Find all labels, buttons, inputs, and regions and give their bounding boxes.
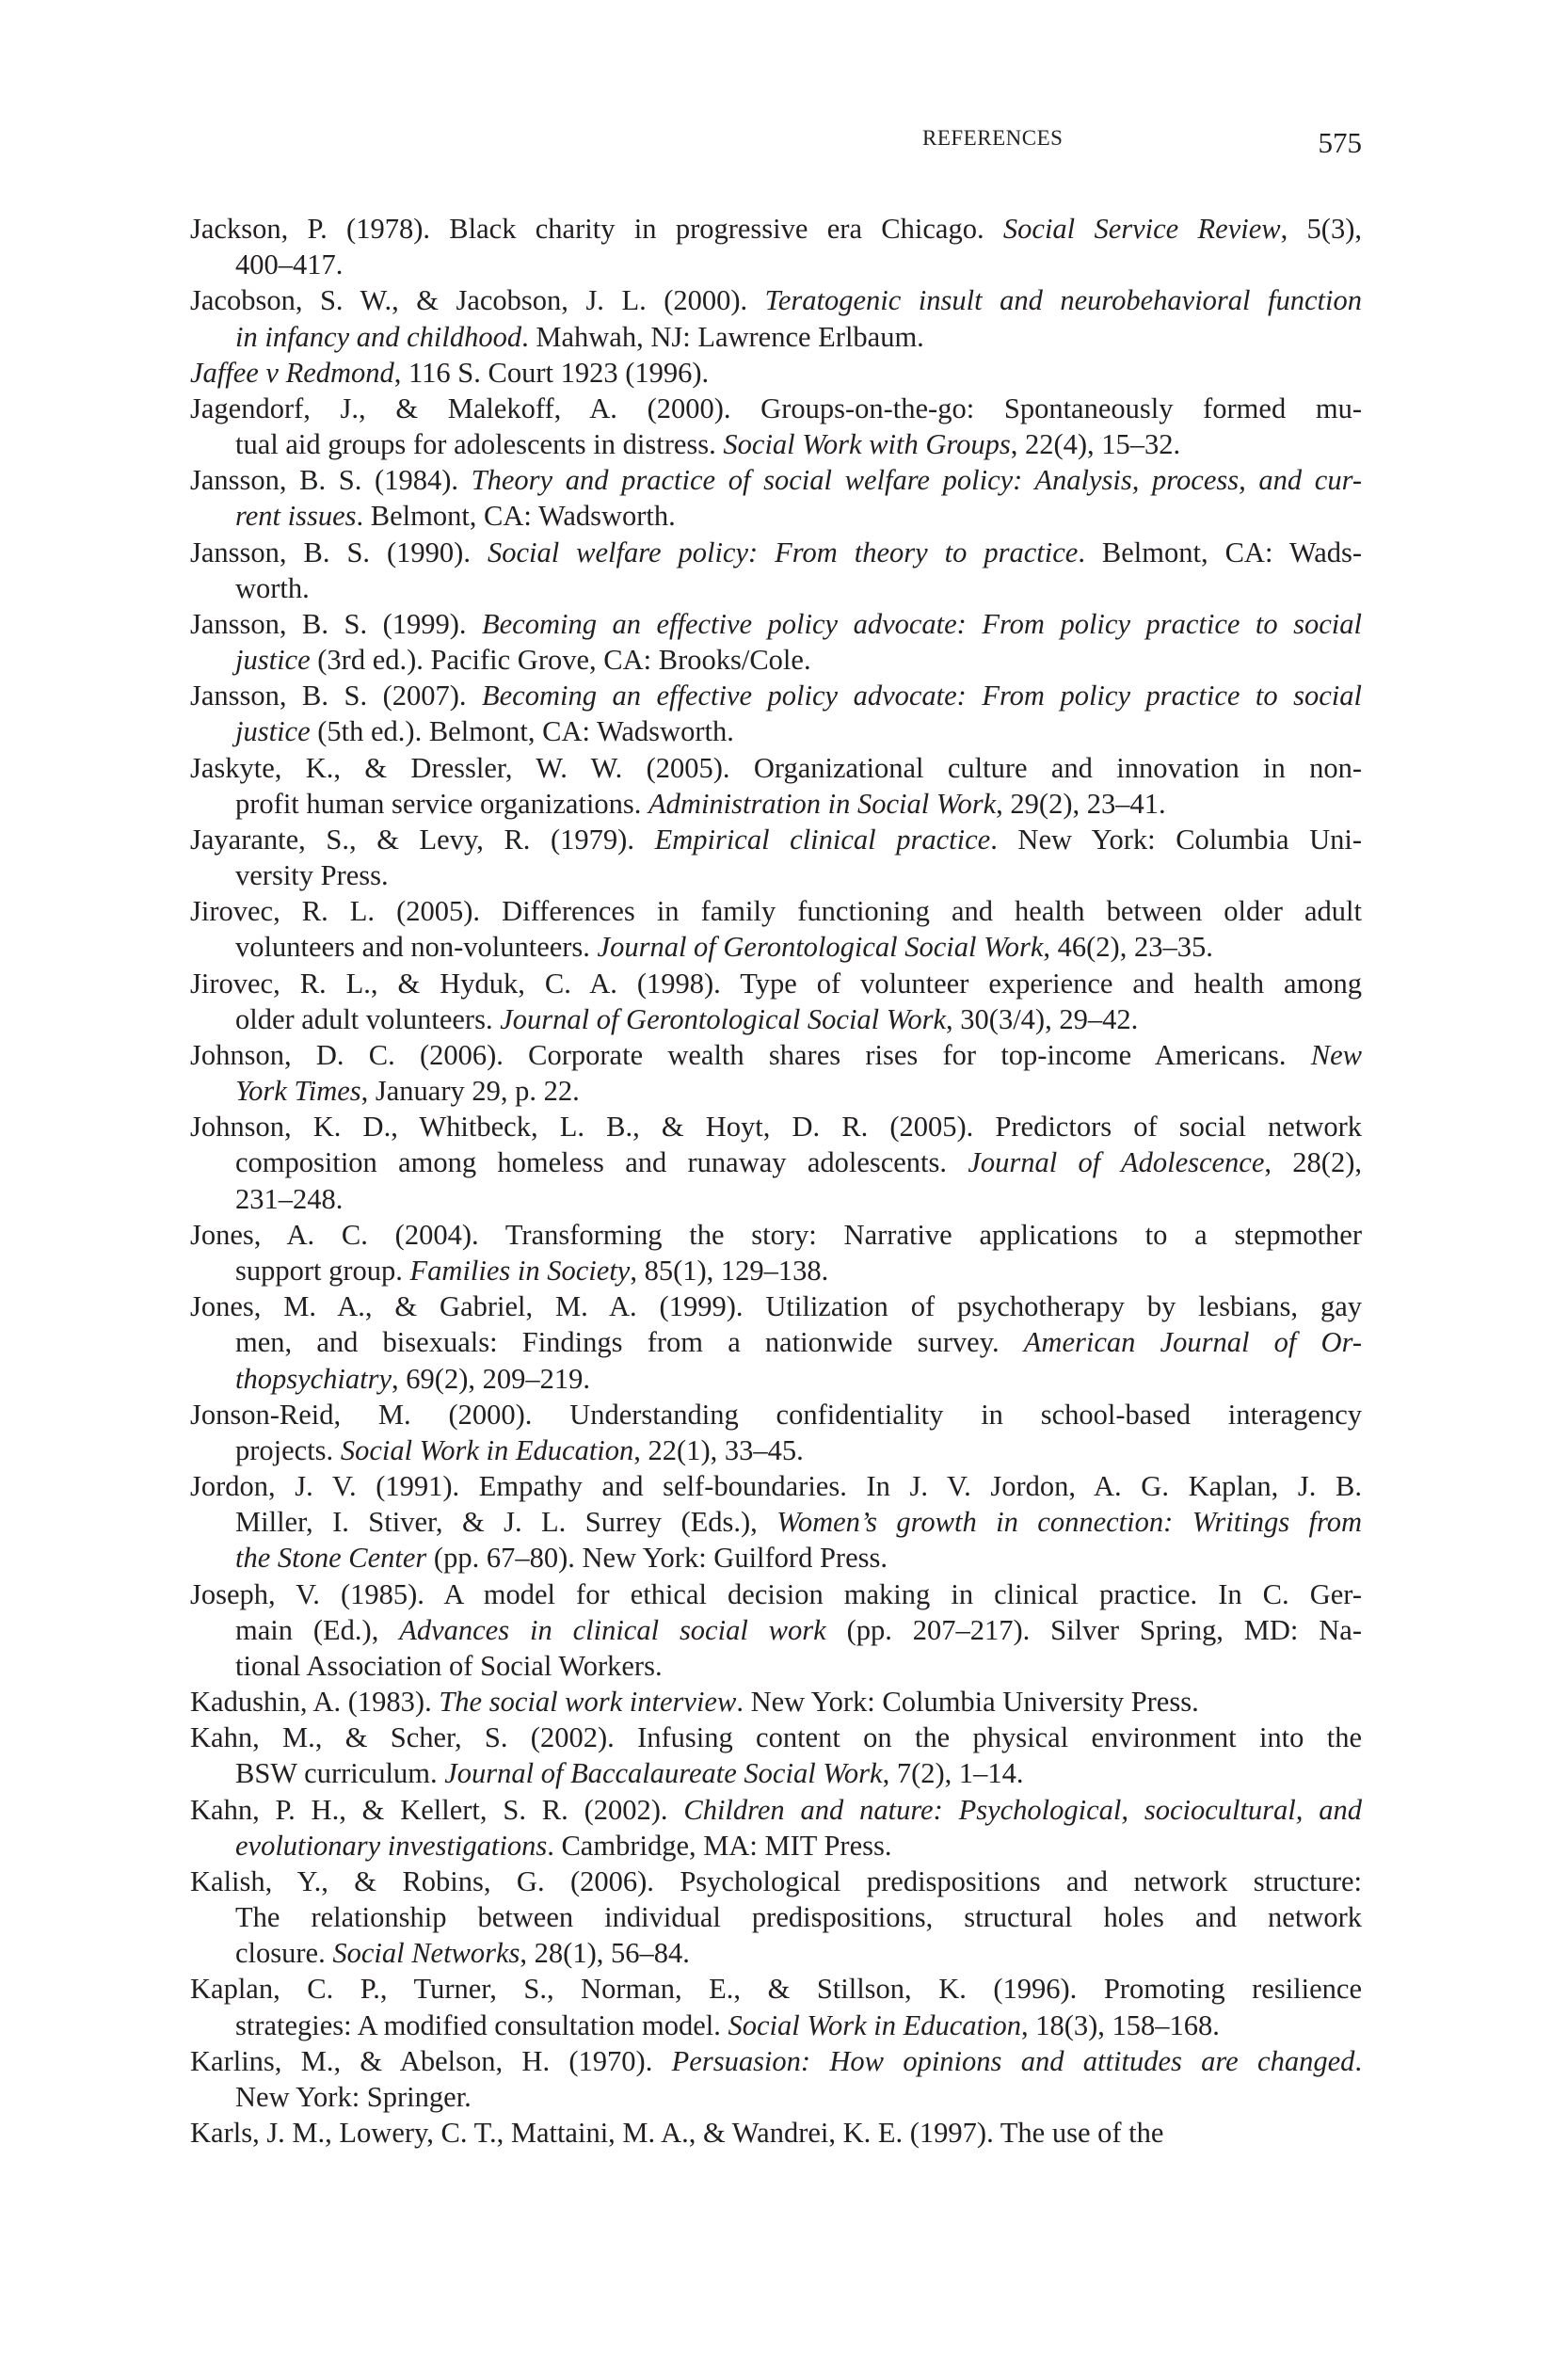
reference-entry (190, 2043, 1362, 2115)
reference-text: Miller, I. Stiver, & J. L. Surrey (Eds.), (235, 1506, 777, 1539)
italic-title: Children and nature: Psychological, sociocultural, and (683, 1793, 1362, 1826)
reference-entry (190, 282, 1362, 354)
reference-text: . Belmont, CA: Wads- (1078, 536, 1363, 568)
reference-text: . Cambridge, MA: MIT Press. (547, 1829, 892, 1862)
reference-text: Kadushin, A. (1983). (190, 1686, 440, 1719)
italic-title: justice (235, 715, 311, 748)
reference-continuation-line (190, 1324, 1362, 1360)
reference-first-line (190, 282, 1362, 318)
italic-title: Journal of Gerontological Social Work (500, 1002, 947, 1035)
italic-title: Social Work with Groups (723, 428, 1011, 461)
reference-first-line (190, 211, 1362, 247)
italic-title: York Times (235, 1075, 361, 1108)
italic-title: Journal of Adolescence (968, 1146, 1265, 1179)
italic-title: Advances in clinical social work (399, 1613, 826, 1646)
italic-title: Becoming an effective policy advocate: From policy practice to social (482, 607, 1362, 640)
reference-entry (190, 1468, 1362, 1576)
reference-text: men, and bisexuals: Findings from a nationwide survey. (235, 1326, 1024, 1359)
reference-first-line (190, 1864, 1362, 1899)
reference-continuation-line (190, 2008, 1362, 2043)
reference-continuation-line (190, 1648, 1362, 1684)
reference-text: Jordon, J. V. (1991). Empathy and self-boundaries. In J. V. Jordon, A. G. Kaplan, J. B. (190, 1470, 1362, 1503)
reference-text: , 69(2), 209–219. (392, 1362, 590, 1395)
reference-continuation-line (190, 319, 1362, 355)
reference-entry (190, 355, 1362, 391)
reference-text: New York: Springer. (235, 2080, 472, 2113)
reference-text: Jacobson, S. W., & Jacobson, J. L. (2000). (190, 284, 765, 317)
italic-title: Families in Society (409, 1254, 631, 1287)
reference-continuation-line (190, 498, 1362, 534)
reference-first-line (190, 1576, 1362, 1612)
reference-text: Jagendorf, J., & Malekoff, A. (2000). Groups-on-the-go: Spontaneously formed mu- (190, 392, 1362, 424)
reference-first-line (190, 391, 1362, 426)
reference-continuation-line (190, 2079, 1362, 2115)
reference-text: worth. (235, 571, 310, 604)
reference-entry (190, 1684, 1362, 1720)
italic-title: Becoming an effective policy advocate: From policy practice to social (482, 680, 1362, 712)
reference-text: Jansson, B. S. (1990). (190, 536, 488, 568)
reference-list (190, 211, 1362, 2151)
italic-title: The social work interview (439, 1686, 737, 1719)
reference-text: , 5(3), (1280, 213, 1362, 245)
italic-title: justice (235, 644, 311, 677)
reference-continuation-line (190, 713, 1362, 749)
reference-text: Johnson, D. C. (2006). Corporate wealth shares rises for top-income Americans. (190, 1038, 1311, 1071)
reference-entry (190, 462, 1362, 534)
italic-title: evolutionary investigations (235, 1829, 548, 1862)
reference-text: The relationship between individual predispositions, structural holes and network (235, 1901, 1362, 1934)
reference-text: Karlins, M., & Abelson, H. (1970). (190, 2044, 672, 2077)
reference-first-line (190, 822, 1362, 857)
reference-text: Joseph, V. (1985). A model for ethical decision making in clinical practice. In C. Ger- (190, 1577, 1362, 1610)
reference-text: . Mahwah, NJ: Lawrence Erlbaum. (521, 320, 924, 353)
reference-first-line (190, 1468, 1362, 1504)
reference-continuation-line (190, 247, 1362, 282)
reference-text: , January 29, p. 22. (360, 1075, 580, 1108)
reference-continuation-line (190, 1001, 1362, 1037)
reference-text: Jackson, P. (1978). Black charity in progressive era Chicago. (190, 213, 1003, 245)
reference-entry (190, 1109, 1362, 1217)
italic-title: New (1310, 1038, 1362, 1071)
reference-first-line (190, 1397, 1362, 1432)
reference-continuation-line (190, 1612, 1362, 1648)
reference-text: , 18(3), 158–168. (1020, 2008, 1220, 2041)
reference-continuation-line (190, 1540, 1362, 1576)
reference-text: Kahn, M., & Scher, S. (2002). Infusing content on the physical environment into the (190, 1721, 1362, 1754)
reference-continuation-line (190, 929, 1362, 965)
italic-title: American Journal of Or- (1023, 1326, 1362, 1359)
italic-title: Journal of Gerontological Social Work (597, 931, 1044, 964)
reference-continuation-line (190, 570, 1362, 606)
italic-title: Social Work in Education (728, 2008, 1021, 2041)
reference-text: Jones, M. A., & Gabriel, M. A. (1999). Utilization of psychotherapy by lesbians, gay (190, 1290, 1362, 1323)
reference-text: , 85(1), 129–138. (630, 1254, 829, 1287)
reference-entry (190, 1397, 1362, 1468)
reference-text: Kaplan, C. P., Turner, S., Norman, E., & Stillson, K. (1996). Promoting resilience (190, 1973, 1362, 2006)
reference-text: (3rd ed.). Pacific Grove, CA: Brooks/Cole. (310, 644, 811, 677)
reference-text: , 28(2), (1264, 1146, 1362, 1179)
reference-text: . (1354, 2044, 1362, 2077)
italic-title: Women’s growth in connection: Writings from (776, 1506, 1362, 1539)
reference-first-line (190, 2043, 1362, 2079)
reference-entry (190, 1720, 1362, 1791)
reference-text: , 22(1), 33–45. (633, 1433, 804, 1466)
reference-continuation-line (190, 1181, 1362, 1217)
italic-title: thopsychiatry (235, 1362, 392, 1395)
reference-text: . New York: Columbia Uni- (990, 823, 1363, 856)
reference-text: Kalish, Y., & Robins, G. (2006). Psychological predispositions and network structure: (190, 1864, 1362, 1897)
italic-title: Social welfare policy: From theory to practice (487, 536, 1079, 568)
reference-text: Kahn, P. H., & Kellert, S. R. (2002). (190, 1793, 684, 1826)
reference-text: Johnson, K. D., Whitbeck, L. B., & Hoyt, D. R. (2005). Predictors of social network (190, 1111, 1362, 1144)
reference-text: tual aid groups for adolescents in distress. (235, 428, 724, 461)
reference-text: , 22(4), 15–32. (1010, 428, 1181, 461)
running-head: REFERENCES (922, 126, 1064, 150)
italic-title: Journal of Baccalaureate Social Work (444, 1757, 883, 1790)
reference-text: , 28(1), 56–84. (520, 1937, 690, 1970)
reference-entry (190, 893, 1362, 965)
reference-first-line (190, 1288, 1362, 1324)
reference-entry (190, 606, 1362, 678)
reference-text: (pp. 67–80). New York: Guilford Press. (426, 1542, 888, 1575)
reference-text: Jirovec, R. L., & Hyduk, C. A. (1998). Type of volunteer experience and health among (190, 967, 1362, 1000)
reference-continuation-line (190, 1253, 1362, 1288)
reference-first-line (190, 966, 1362, 1001)
reference-continuation-line (190, 1073, 1362, 1109)
reference-entry (190, 211, 1362, 282)
reference-entry (190, 822, 1362, 893)
reference-entry (190, 1037, 1362, 1109)
reference-first-line (190, 462, 1362, 498)
reference-continuation-line (190, 1432, 1362, 1468)
reference-entry (190, 678, 1362, 749)
italic-title: Jaffee v Redmond (190, 356, 394, 389)
reference-entry (190, 2115, 1362, 2151)
reference-first-line (190, 1971, 1362, 2007)
reference-text: , 7(2), 1–14. (882, 1757, 1024, 1790)
reference-text: Jansson, B. S. (1984). (190, 464, 472, 497)
reference-text: . New York: Columbia University Press. (736, 1686, 1199, 1719)
reference-text: , 116 S. Court 1923 (1996). (393, 356, 710, 389)
reference-continuation-line (190, 1504, 1362, 1540)
reference-text: projects. (235, 1433, 341, 1466)
reference-first-line (190, 1792, 1362, 1828)
reference-text: (pp. 207–217). Silver Spring, MD: Na- (825, 1613, 1362, 1646)
reference-text: tional Association of Social Workers. (235, 1649, 663, 1682)
reference-entry (190, 750, 1362, 822)
reference-first-line (190, 1217, 1362, 1253)
italic-title: rent issues (235, 500, 357, 533)
reference-text: Jonson-Reid, M. (2000). Understanding confidentiality in school-based interagency (190, 1398, 1362, 1431)
reference-text: 231–248. (235, 1182, 344, 1215)
italic-title: Social Service Review (1002, 213, 1281, 245)
reference-continuation-line (190, 1828, 1362, 1864)
reference-continuation-line (190, 642, 1362, 678)
reference-continuation-line (190, 1935, 1362, 1971)
italic-title: Teratogenic insult and neurobehavioral function (764, 284, 1362, 317)
reference-text: Jaskyte, K., & Dressler, W. W. (2005). Organizational culture and innovation in non- (190, 751, 1362, 784)
reference-text: , 46(2), 23–35. (1043, 931, 1213, 964)
reference-first-line (190, 2115, 1362, 2151)
reference-text: main (Ed.), (235, 1613, 400, 1646)
reference-first-line (190, 1109, 1362, 1144)
italic-title: Social Networks (332, 1937, 520, 1970)
reference-continuation-line (190, 1899, 1362, 1935)
reference-text: Jansson, B. S. (2007). (190, 680, 483, 712)
reference-text: , 30(3/4), 29–42. (946, 1002, 1139, 1035)
italic-title: Empirical clinical practice (654, 823, 991, 856)
reference-text: Jirovec, R. L. (2005). Differences in family functioning and health between older adult (190, 895, 1362, 928)
reference-entry (190, 1971, 1362, 2042)
italic-title: Administration in Social Work (648, 787, 997, 820)
reference-continuation-line (190, 786, 1362, 822)
reference-text: 400–417. (235, 248, 344, 281)
reference-first-line (190, 1037, 1362, 1073)
italic-title: Social Work in Education (340, 1433, 634, 1466)
reference-continuation-line (190, 1755, 1362, 1791)
reference-entry (190, 1217, 1362, 1288)
reference-text: versity Press. (235, 859, 389, 892)
reference-first-line (190, 355, 1362, 391)
reference-text: support group. (235, 1254, 410, 1287)
reference-text: strategies: A modified consultation model. (235, 2008, 728, 2041)
italic-title: in infancy and childhood (235, 320, 522, 353)
reference-first-line (190, 1684, 1362, 1720)
page-number: 575 (1318, 126, 1362, 159)
italic-title: Theory and practice of social welfare policy: Analysis, process, and cur- (471, 464, 1362, 497)
reference-text: BSW curriculum. (235, 1757, 445, 1790)
reference-text: older adult volunteers. (235, 1002, 501, 1035)
reference-text: closure. (235, 1937, 333, 1970)
reference-first-line (190, 678, 1362, 713)
reference-entry (190, 1792, 1362, 1864)
reference-text: Karls, J. M., Lowery, C. T., Mattaini, M. A., & Wandrei, K. E. (1997). The use of the (190, 2117, 1164, 2150)
reference-text: volunteers and non-volunteers. (235, 931, 598, 964)
reference-first-line (190, 893, 1362, 929)
reference-entry (190, 1288, 1362, 1397)
reference-text: Jansson, B. S. (1999). (190, 607, 483, 640)
reference-first-line (190, 535, 1362, 570)
reference-entry (190, 391, 1362, 462)
italic-title: the Stone Center (235, 1542, 427, 1575)
reference-entry (190, 966, 1362, 1037)
reference-text: Jones, A. C. (2004). Transforming the story: Narrative applications to a stepmother (190, 1218, 1362, 1251)
reference-entry (190, 1864, 1362, 1972)
reference-entry (190, 535, 1362, 606)
reference-continuation-line (190, 1361, 1362, 1397)
reference-text: composition among homeless and runaway adolescents. (235, 1146, 968, 1179)
reference-text: Jayarante, S., & Levy, R. (1979). (190, 823, 655, 856)
reference-continuation-line (190, 426, 1362, 462)
reference-continuation-line (190, 857, 1362, 893)
reference-continuation-line (190, 1144, 1362, 1180)
reference-text: (5th ed.). Belmont, CA: Wadsworth. (310, 715, 734, 748)
reference-text: . Belmont, CA: Wadsworth. (356, 500, 676, 533)
reference-first-line (190, 750, 1362, 786)
reference-text: profit human service organizations. (235, 787, 649, 820)
reference-entry (190, 1576, 1362, 1685)
reference-first-line (190, 606, 1362, 642)
reference-first-line (190, 1720, 1362, 1755)
italic-title: Persuasion: How opinions and attitudes are changed (671, 2044, 1355, 2077)
reference-text: , 29(2), 23–41. (996, 787, 1166, 820)
